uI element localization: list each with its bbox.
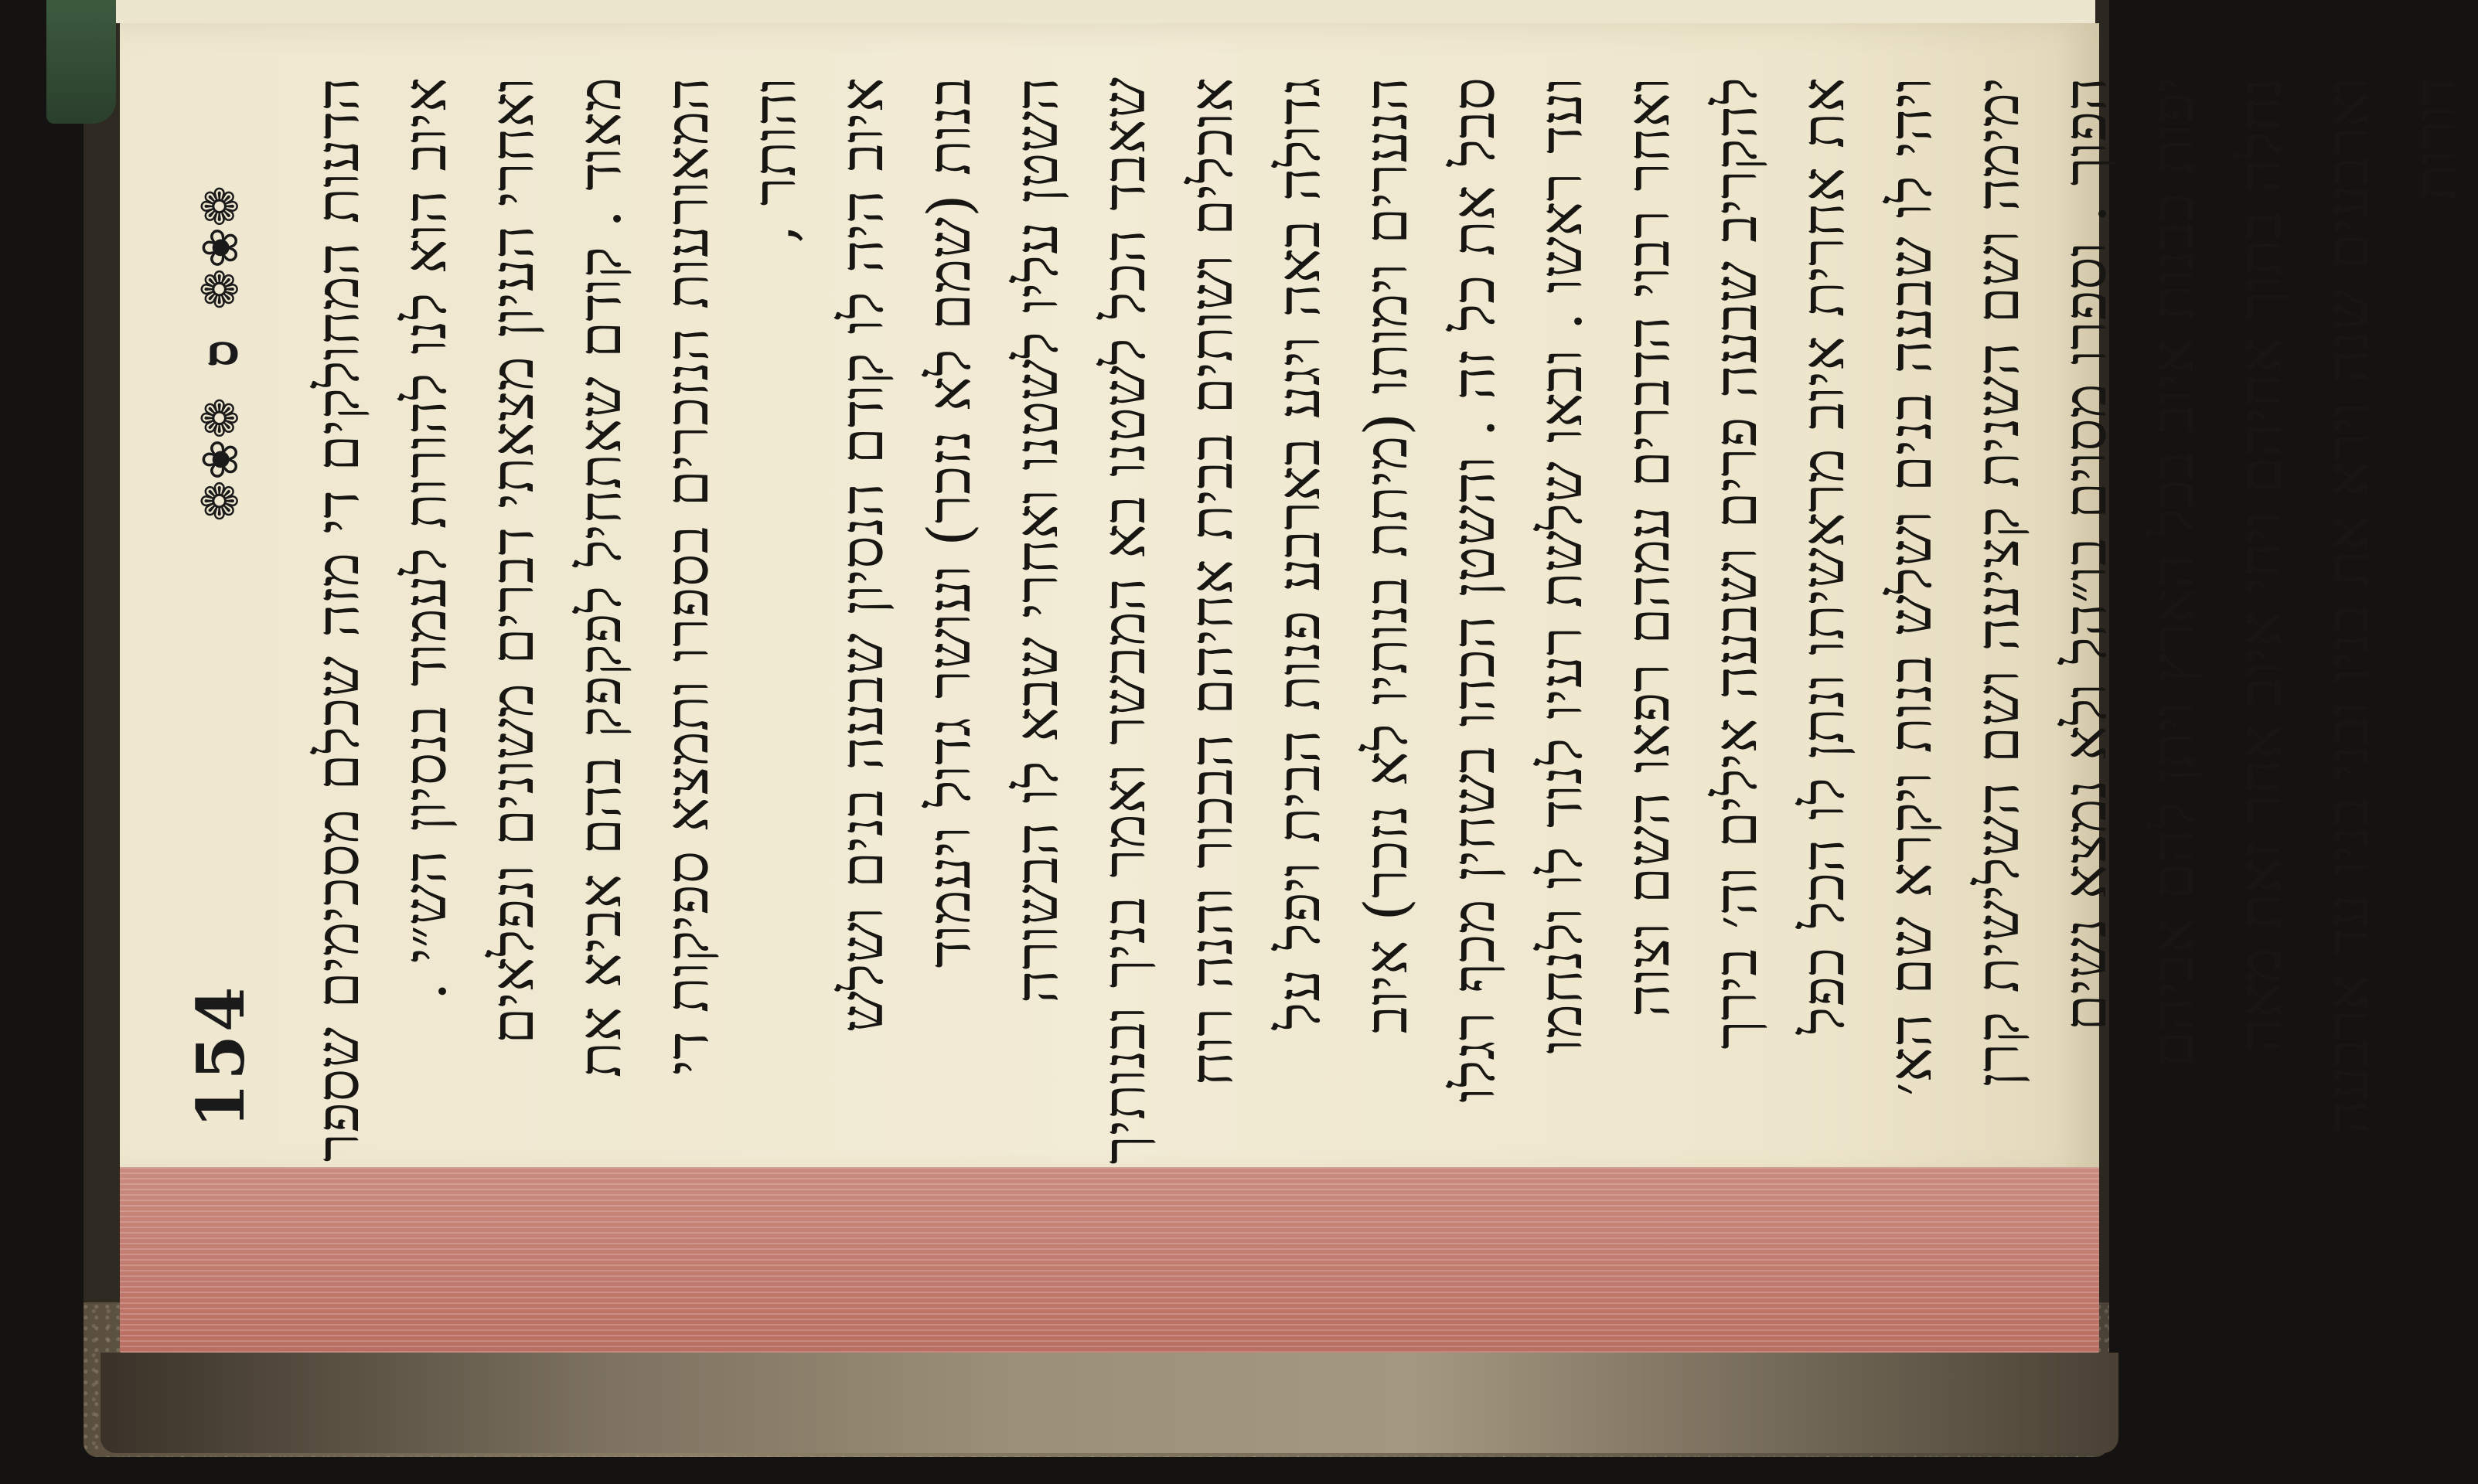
running-head [162, 46, 278, 1159]
text-line: ואחרי העיון מצאתי דברים משונים ונפלאים [478, 77, 547, 1045]
text-line: ועד ראשו . ובאו שלשת רעיו לנוד לו ולנחמו [1526, 77, 1595, 1054]
ornament-right-icon: ❁❀❁ [192, 186, 250, 310]
text-line: ימימה ושם השנית קציעה ושם השלישית קרן [1963, 77, 2032, 1087]
text-line: שאבד הכל לשטנו בא המבשר ואמר בניך ובנותיך [1089, 77, 1158, 1165]
page-text-layer [147, 46, 2469, 1165]
bookmark-ribbon [46, 0, 116, 124]
body-text [294, 77, 2478, 1165]
facing-page-edge [116, 0, 2095, 23]
running-head-ornament [192, 186, 250, 522]
text-line: ואחר רבוי הדברים עמהם רפאו השם וצוה [1614, 77, 1682, 1017]
text-line: דורות [2400, 77, 2469, 201]
ornament-left-icon: ❁❀❁ [192, 397, 250, 522]
text-line: סבל את כל זה . והשטן הכהו בשחין מכף רגלו [1439, 77, 1508, 1103]
text-line: והותר , [740, 77, 809, 243]
text-line: ויהי לו שבעה בנים ושלש בנות ויקרא שם הא׳ [1876, 77, 1945, 1096]
text-line: בנות (שמם לא נזכר) ועושר גדול ויעמוד [915, 77, 983, 968]
text-line: יפות כבנות איוב בכל הארץ ויתן להם אביהם [2138, 77, 2207, 1068]
text-line: איוב היה לו קודם הנסיון שבעה בנים ושלש [827, 77, 896, 1033]
text-line: השטן עליו לשטנו ואחרי שבא לו הבשורה [1002, 77, 1071, 1004]
text-line: הדעות המחולקים די מזה שכלם מסכימים שספר [303, 77, 372, 1162]
cover-boards [101, 1353, 2118, 1453]
text-line: גדולה באה ויגע בארבע פנות הבית ויפל על [1264, 77, 1333, 1030]
red-page-edges [120, 1167, 2099, 1360]
running-head-letter: ס [191, 339, 250, 368]
text-line: להקריב שבעה פרים ושבעה אילים וה׳ בירך [1701, 77, 1770, 1050]
page-number: 154 [182, 983, 259, 1128]
text-line: המאורעות הנזכרים בספרו ותמצא ספיקות די [653, 77, 721, 1075]
text-line: אוכלים ושותים בבית אחיהם הבכור והנה רוח [1177, 77, 1246, 1087]
text-line: נחלה בתוך אחיהם ויחי איוב אחר זאת מאה [2225, 77, 2294, 1052]
text-line: הנערים וימותו (מיתת בנותיו לא נזכר) איוב [1351, 77, 1420, 1034]
text-line: מאוד . קודם שאתחיל לפקפק בהם אביא את [565, 77, 634, 1078]
text-line: את אחרית איוב מראשיתו ונתן לו הכל כפל [1788, 77, 1857, 1035]
text-line: איוב הוא לנו להורות לעמוד בנסיון הש״י . [390, 77, 459, 1001]
text-line: וארבעים שנה וירא את בניו ובני בניו עד ארבעה [2313, 77, 2381, 1135]
text-line: הפוך . וספרו מסוים בו״הל ולא נמצא נשים [2050, 77, 2119, 1031]
